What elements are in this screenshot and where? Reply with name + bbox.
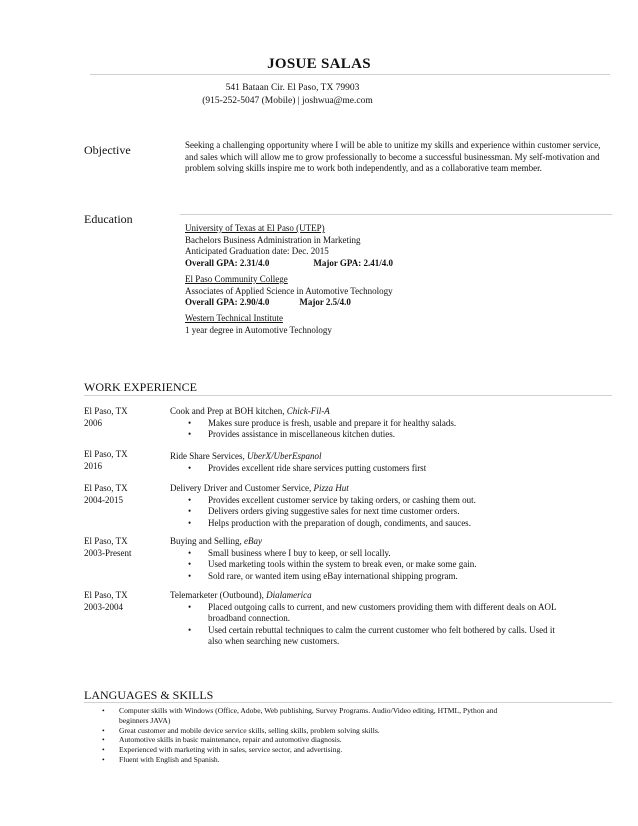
list-item: • Great customer and mobile device service skills, selling skills, problem solving skills. (100, 726, 520, 736)
job-bullets (170, 548, 610, 583)
job-bullets (170, 602, 570, 648)
list-item: • Sold rare, or wanted item using eBay international shipping program. (170, 571, 610, 583)
job-company: eBay (244, 536, 262, 546)
job-city: El Paso, TX (84, 406, 128, 416)
job-role: Telemarketer (Outbound), (170, 590, 264, 600)
gpa-major: Major 2.5/4.0 (299, 297, 351, 307)
job-years: 2006 (84, 417, 102, 428)
job-location (84, 590, 128, 613)
job-title (170, 406, 610, 418)
job-company: Chick-Fil-A (286, 406, 330, 416)
objective-text: Seeking a challenging opportunity where I will be able to unitize my skills and experience within customer service, and sales which will allow me to grow professionally to become a successful businessman. My self-motivation and problem solving skills inspire me to work both independently, and as a collaborative team member. (185, 140, 601, 173)
education-heading: Education (84, 212, 133, 226)
job-title (170, 590, 570, 602)
job-chickfila (170, 406, 610, 441)
school-epcc (185, 274, 605, 309)
school-line: Anticipated Graduation date: Dec. 2015 (185, 246, 329, 256)
list-item: • Computer skills with Windows (Office, Adobe, Web publishing, Survey Programs. Audio/Video editing, HTML, Python and beginners JAVA) (100, 706, 520, 726)
job-role: Buying and Selling, (170, 536, 242, 546)
school-wti (185, 313, 605, 336)
gpa-major: Major GPA: 2.41/4.0 (313, 257, 393, 268)
objective-heading: Objective (84, 143, 131, 157)
list-item: • Used marketing tools within the system to break even, or make some gain. (170, 559, 610, 571)
list-item: • Fluent with English and Spanish. (100, 755, 520, 765)
job-bullets (170, 418, 610, 441)
job-pizzahut (170, 483, 610, 529)
list-item: • Used certain rebuttal techniques to calm the current customer who felt bothered by calls. Used it also when searching new customers. (170, 625, 570, 648)
list-item: • Automotive skills in basic maintenance, repair and automotive diagnosis. (100, 735, 520, 745)
education-divider (180, 214, 612, 215)
school-line: 1 year degree in Automotive Technology (185, 324, 332, 335)
school-utep (185, 223, 605, 269)
job-title (170, 536, 610, 548)
job-dialamerica (170, 590, 570, 648)
list-item: • Small business where I buy to keep, or sell locally. (170, 548, 610, 560)
job-title (170, 451, 610, 463)
list-item: • Provides excellent ride share services putting customers first (170, 463, 610, 475)
address: 541 Bataan Cir. El Paso, TX 79903 (225, 83, 360, 93)
contact-block (0, 82, 575, 107)
job-company: Pizza Hut (313, 483, 349, 493)
list-item: • Helps production with the preparation of dough, condiments, and sauces. (170, 518, 610, 530)
phone-email: (915-252-5047 (Mobile) | joshwua@me.com (202, 95, 373, 106)
school-line: Associates of Applied Science in Automotive Technology (185, 285, 393, 296)
header-divider (90, 74, 610, 75)
job-location (84, 536, 132, 559)
job-bullets (170, 495, 610, 530)
list-item: • Experienced with marketing with in sales, service sector, and advertising. (100, 745, 520, 755)
gpa-overall: Overall GPA: 2.90/4.0 (185, 297, 270, 307)
job-years: 2016 (84, 460, 102, 471)
job-years: 2003-Present (84, 547, 132, 558)
school-line: Bachelors Business Administration in Marketing (185, 234, 361, 245)
job-ebay (170, 536, 610, 582)
job-city: El Paso, TX (84, 483, 128, 493)
job-city: El Paso, TX (84, 449, 128, 459)
skills-list-wrap (100, 706, 520, 765)
list-item: • Provides assistance in miscellaneous kitchen duties. (170, 429, 610, 441)
list-item: • Delivers orders giving suggestive sales for next time customer orders. (170, 506, 610, 518)
school-name: University of Texas at El Paso (UTEP) (185, 223, 325, 233)
school-gpa (185, 297, 605, 309)
job-company: Dialamerica (266, 590, 312, 600)
school-name: Western Technical Institute (185, 313, 283, 323)
job-role: Delivery Driver and Customer Service, (170, 483, 312, 493)
job-uber (170, 451, 610, 474)
school-name: El Paso Community College (185, 274, 288, 284)
job-location (84, 449, 128, 472)
list-item: • Makes sure produce is fresh, usable and prepare it for healthy salads. (170, 418, 610, 430)
job-city: El Paso, TX (84, 590, 128, 600)
job-city: El Paso, TX (84, 536, 128, 546)
job-bullets (170, 463, 610, 475)
resume-name: JOSUE SALAS (267, 56, 371, 72)
work-divider (84, 395, 612, 396)
work-heading: WORK EXPERIENCE (84, 380, 197, 394)
job-title (170, 483, 610, 495)
skills-heading: LANGUAGES & SKILLS (84, 688, 214, 702)
school-gpa (185, 258, 605, 270)
job-company: UberX/UberEspanol (246, 451, 322, 461)
job-location (84, 406, 128, 429)
job-role: Cook and Prep at BOH kitchen, (170, 406, 285, 416)
job-years: 2004-2015 (84, 494, 123, 505)
gpa-overall: Overall GPA: 2.31/4.0 (185, 257, 270, 268)
job-years: 2003-2004 (84, 601, 123, 612)
skills-divider (84, 702, 612, 703)
job-location (84, 483, 128, 506)
skills-list (100, 706, 520, 765)
list-item: • Provides excellent customer service by taking orders, or cashing them out. (170, 495, 610, 507)
job-role: Ride Share Services, (170, 451, 245, 461)
list-item: • Placed outgoing calls to current, and new customers providing them with different deals on AOL broadband connection. (170, 602, 570, 625)
